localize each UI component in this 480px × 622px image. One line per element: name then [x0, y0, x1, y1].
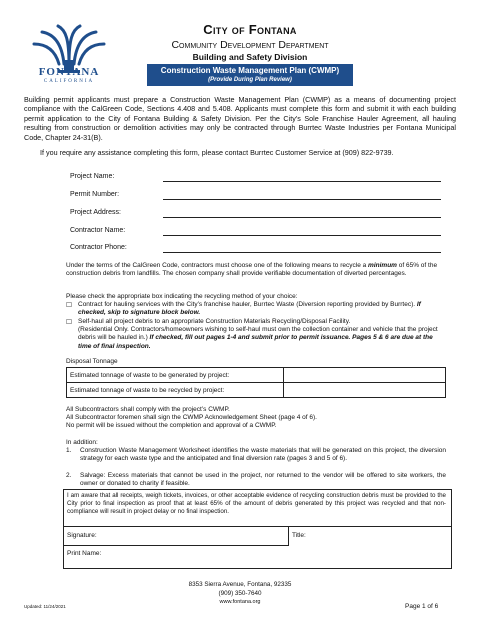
contractor-name-field[interactable] — [163, 235, 441, 236]
logo-name: FONTANA — [38, 66, 100, 78]
recycled-tonnage-field[interactable] — [284, 383, 446, 398]
title-field[interactable] — [312, 528, 446, 544]
subcontractor-notes — [66, 406, 446, 431]
project-name-label: Project Name: — [70, 173, 115, 180]
recycled-label: Estimated tonnage of waste to be recycled by project: — [67, 383, 284, 398]
form-title: Construction Waste Management Plan (CWMP) — [160, 66, 340, 75]
form-subtitle: (Provide During Plan Review) — [208, 77, 292, 83]
terms-emphasis: minimum — [368, 262, 397, 269]
hauler-checkbox[interactable]: ☐ — [66, 301, 72, 309]
contractor-phone-label: Contractor Phone: — [70, 244, 127, 251]
option-self-haul-note: If checked, fill out pages 1-4 and submit prior to permit issuance. Pages 5 & 6 are due at the time of final inspection. — [78, 334, 433, 350]
disposal-title: Disposal Tonnage — [66, 358, 118, 365]
footer-phone: (909) 350-7640 — [218, 590, 262, 597]
division-title: Building and Safety Division — [192, 52, 308, 62]
title-label: Title: — [292, 532, 306, 539]
permit-number-field[interactable] — [163, 199, 441, 200]
contractor-name-label: Contractor Name: — [70, 227, 126, 234]
assistance-note: If you require any assistance completing this form, please contact Burrtec Customer Service at (909) 822-9739. — [40, 148, 394, 157]
sub-note: No permit will be issued without the completion and approval of a CWMP. — [66, 422, 277, 430]
terms-text-post: of 65% of the construction debris from landfills. The chosen company shall provide verifiable documentation of diverted percentages. — [66, 262, 438, 278]
terms-text-pre: Under the terms of the CalGreen Code, contractors must choose one of the following means to recycle a — [66, 262, 369, 269]
divider — [63, 526, 451, 527]
project-address-label: Project Address: — [70, 209, 121, 216]
option-hauler — [78, 301, 446, 317]
option-hauler-note: If checked, skip to signature block below. — [78, 301, 421, 317]
generated-label: Estimated tonnage of waste to be generated by project: — [67, 368, 284, 383]
divider — [63, 545, 288, 546]
option-hauler-text: Contract for hauling services with the City’s franchise hauler, Burrtec Waste (Diversion reporting provided by Burrtec). — [78, 301, 417, 308]
disposal-table — [66, 367, 446, 398]
intro-paragraph: Building permit applicants must prepare a Construction Waste Management Plan (CWMP) as a means of documenting project compliance with the CalGreen Code, Sections 4.408 and 5.408. Applicants must complete this form and submit it with each building permit application to the City of Fontana Building & Safety Division. Per the City’s Sole Franchise Hauler Agreement, all hauling resulting from construction or demolition activities may only be contracted through Burrtec Waste Industries per Fontana Municipal Code, Chapter 24-31(B). — [24, 95, 456, 142]
permit-number-label: Permit Number: — [70, 191, 120, 198]
in-addition: In addition: — [66, 439, 98, 446]
department-title: Community Development Department — [171, 39, 329, 51]
footer-address: 8353 Sierra Avenue, Fontana, 92335 — [188, 581, 292, 588]
option-self-haul-detail: (Residential Only. Contractors/homeowners wishing to self-haul must own the collection container and vehicle that the project debris will be hauled in.) — [78, 326, 438, 342]
project-name-field[interactable] — [163, 181, 441, 182]
signature-label: Signature: — [67, 532, 97, 539]
print-name-field[interactable] — [110, 547, 284, 563]
logo-sub: CALIFORNIA — [43, 79, 95, 84]
item-text: Construction Waste Management Worksheet identifies the waste materials that will be generated on this project, the diversion strategy for each waste type and the anticipated and final diversion rate (pages 3 and 5 of 6). — [80, 447, 446, 463]
table-row — [67, 368, 446, 383]
sub-note: All Subcontractor foremen shall sign the CWMP Acknowledgement Sheet (page 4 of 6). — [66, 414, 317, 422]
item-text: Salvage: Excess materials that cannot be used in the project, nor returned to the vendor will be offered to site workers, the owner or donated to charity if feasible. — [80, 472, 446, 488]
option-self-haul-text: Self-haul all project debris to an appropriate Construction Materials Recycling/Disposal Facility. — [78, 318, 351, 325]
form-title-banner — [147, 64, 353, 86]
contractor-phone-field[interactable] — [163, 252, 441, 253]
table-row — [67, 383, 446, 398]
print-name-label: Print Name: — [67, 550, 102, 557]
self-haul-checkbox[interactable]: ☐ — [66, 318, 72, 326]
footer-web[interactable]: www.fontana.org — [219, 599, 261, 605]
city-title: City of Fontana — [203, 22, 297, 37]
project-address-field[interactable] — [163, 217, 441, 218]
option-self-haul — [78, 318, 446, 351]
item-num: 2. — [66, 472, 72, 479]
page-number: Page 1 of 6 — [405, 603, 439, 610]
signature-field[interactable] — [110, 528, 284, 544]
generated-tonnage-field[interactable] — [284, 368, 446, 383]
acknowledgement-text: I am aware that all receipts, weigh tickets, invoices, or other acceptable evidence of recycling construction debris must be provided to the City prior to final inspection as proof that at least 65% of the amount of debris generated by this project was recycled and that non-compliance will result in project delay or no final inspection. — [67, 492, 446, 515]
terms-paragraph — [66, 262, 446, 278]
item-num: 1. — [66, 447, 72, 454]
updated-date: Updated: 11/24/2021 — [24, 604, 66, 609]
sub-note: All Subcontractors shall comply with the project’s CWMP. — [66, 406, 230, 413]
check-intro: Please check the appropriate box indicating the recycling method of your choice: — [66, 293, 298, 300]
